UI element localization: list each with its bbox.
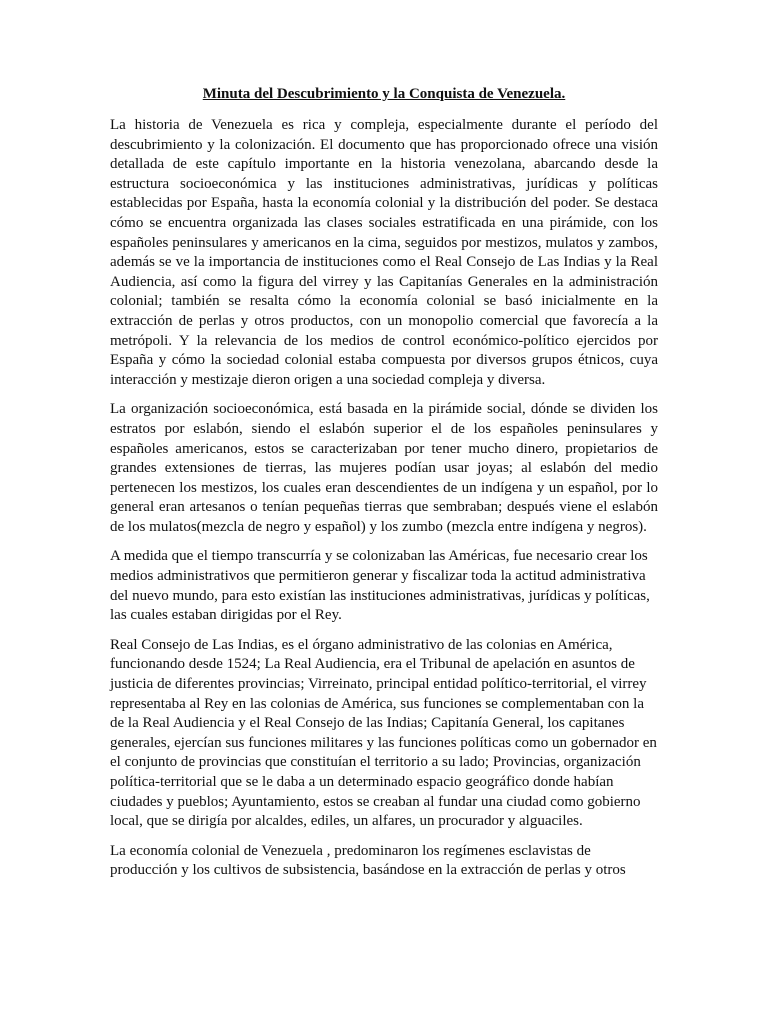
paragraph-socioeconomic-organization: La organización socioeconómica, está basada en la pirámide social, dónde se dividen los estratos por eslabón, siendo el eslabón superior el de los españoles peninsulares y españoles americanos, estos se caracterizaban por tener mucho dinero, propietarios de grandes extensiones de tierras, las mujeres podían usar joyas; al eslabón del medio pertenecen los mestizos, los cuales eran descendientes de un indígena y un español, por lo general eran artesanos o tenían pequeñas tierras que sembraban; después viene el eslabón de los mulatos(mezcla de negro y español) y los zumbo (mezcla entre indígena y negros).	[110, 401, 658, 535]
document-title: Minuta del Descubrimiento y la Conquista de Venezuela.	[202, 86, 566, 102]
paragraph-introduction: La historia de Venezuela es rica y compleja, especialmente durante el período del descubrimiento y la colonización. El documento que has proporcionado ofrece una visión detallada de este capítulo importante en la historia venezolana, abarcando desde la estructura socioeconómica y las instituciones administrativas, jurídicas y políticas establecidas por España, hasta la economía colonial y la distribución del poder. Se destaca cómo se encuentra organizada las clases sociales estratificada en una pirámide, con los españoles peninsulares y americanos en la cima, seguidos por mestizos, mulatos y zambos, además se ve la importancia de instituciones como el Real Consejo de Las Indias y la Real Audiencia, así como la figura del virrey y las Capitanías Generales en la administración colonial; también se resalta cómo la economía colonial se basó inicialmente en la extracción de perlas y otros productos, con un monopolio comercial que favorecía a la metrópoli. Y la relevancia de los medios de control económico-político ejercidos por España y cómo la sociedad colonial estaba compuesta por diversos grupos étnicos, cuya interacción y mestizaje dieron origen a una sociedad compleja y diversa.	[110, 117, 658, 388]
paragraph-administrative-institutions: A medida que el tiempo transcurría y se colonizaban las Américas, fue necesario crear los medios administrativos que permitieron generar y fiscalizar toda la actitud administrativa del nuevo mundo, para esto existían las instituciones administrativas, jurídicas y políticas, las cuales estaban dirigidas por el Rey.	[110, 548, 650, 624]
paragraph-institution-descriptions: Real Consejo de Las Indias, es el órgano administrativo de las colonias en América, funcionando desde 1524; La Real Audiencia, era el Tribunal de apelación en asuntos de justicia de diferentes provincias; Virreinato, principal entidad político-territorial, el virrey representaba al Rey en las colonias de América, sus funciones se complementaban con la de la Real Audiencia y el Real Consejo de las Indias; Capitanía General, los capitanes generales, ejercían sus funciones militares y las funciones políticas como un gobernador en el conjunto de provincias que constituían el territorio a su lado; Provincias, organización política-territorial que se le daba a un determinado espacio geográfico donde habían ciudades y pueblos; Ayuntamiento, estos se creaban al fundar una ciudad como gobierno local, que se dirigía por alcaldes, ediles, un alfares, un procurador y alguaciles.	[110, 636, 657, 830]
paragraph-colonial-economy: La economía colonial de Venezuela , predominaron los regímenes esclavistas de producción y los cultivos de subsistencia, basándose en la extracción de perlas y otros	[110, 842, 626, 879]
